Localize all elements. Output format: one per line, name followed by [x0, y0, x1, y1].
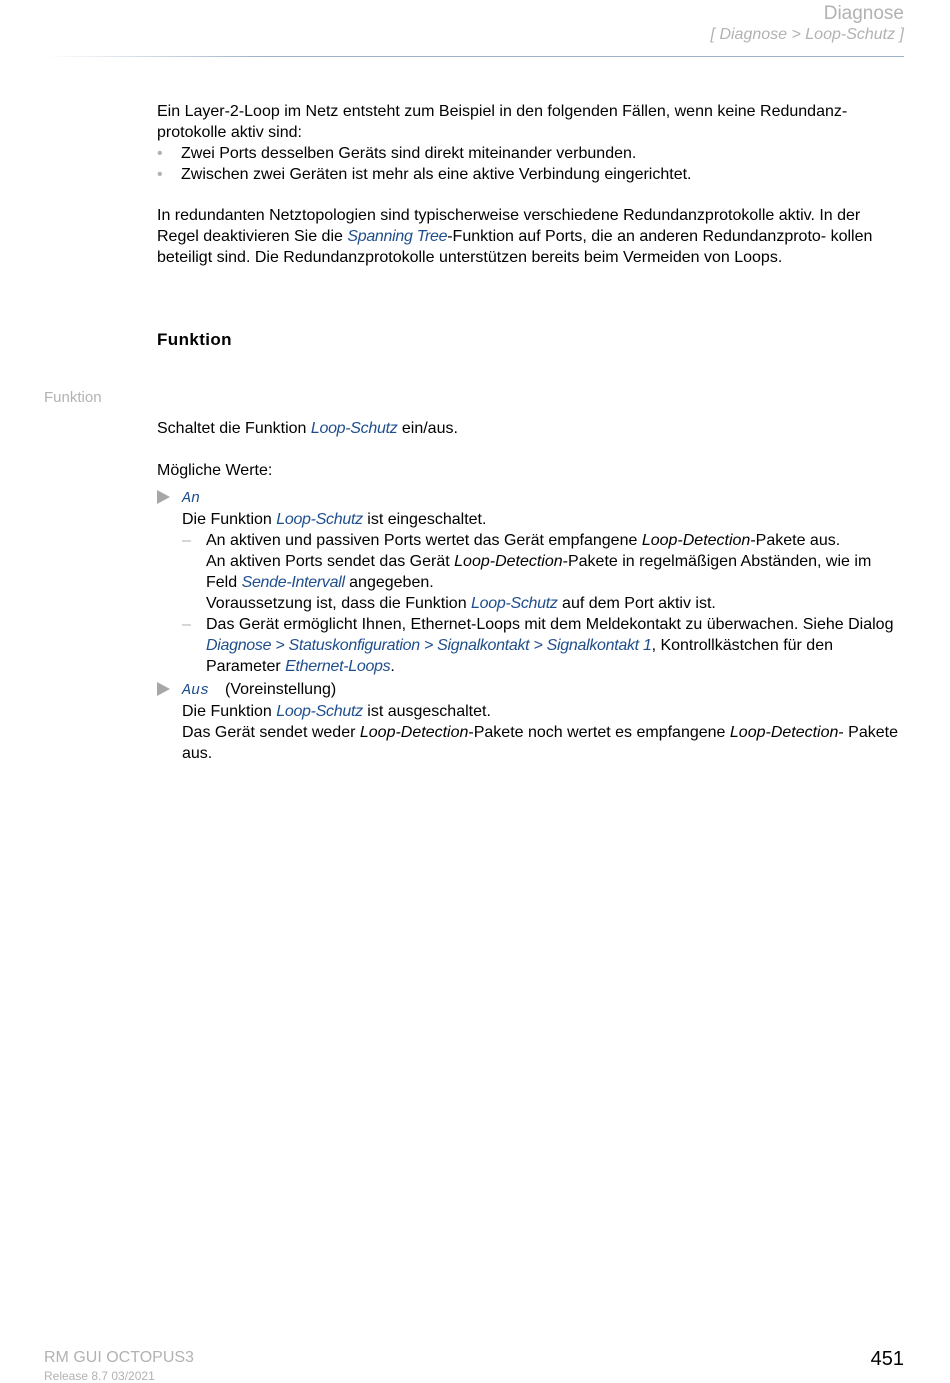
text-span: ein/aus.: [397, 420, 458, 437]
page-number: 451: [870, 1348, 904, 1370]
text-span: An aktiven Ports sendet das Gerät: [206, 553, 455, 570]
redundancy-paragraph: [157, 205, 905, 268]
value-name: Aus: [182, 682, 210, 699]
loop-schutz-link[interactable]: Loop-Schutz: [276, 703, 363, 720]
text-span: Loop-Detection: [641, 532, 751, 549]
header-divider: [46, 56, 904, 57]
text-span: auf dem Port aktiv ist.: [557, 595, 716, 612]
side-label: Funktion: [44, 389, 102, 406]
text-span: Das Gerät sendet weder: [182, 724, 360, 741]
footer-product: RM GUI OCTOPUS3: [44, 1349, 194, 1366]
text-span: - Pakete aus.: [182, 724, 898, 762]
section-heading: Funktion: [157, 330, 232, 349]
option-aus-block: [157, 679, 905, 764]
page-header-title: Diagnose: [823, 3, 904, 24]
list-item: • Zwischen zwei Geräten ist mehr als eine aktive Verbindung eingerichtet.: [157, 164, 905, 185]
option-aus-line2: [182, 722, 905, 764]
option-aus: [157, 679, 905, 764]
footer-release: Release 8.7 03/2021: [44, 1369, 155, 1383]
option-aus-description: [182, 701, 905, 722]
text-span: An aktiven und passiven Ports wertet das Gerät empfangene: [206, 532, 642, 549]
possible-values-label: Mögliche Werte:: [157, 462, 273, 479]
text-span: Loop-Detection: [359, 724, 469, 741]
text-span: In redundanten Netztopologien sind typischerweise verschiedene Redundanzprotokolle aktiv. In der Regel deaktivieren Sie die: [157, 207, 861, 245]
text-span: Voraussetzung ist, dass die Funktion: [206, 595, 472, 612]
triangle-bullet-icon: [157, 682, 170, 696]
option-an-details: [182, 530, 905, 677]
loop-schutz-link[interactable]: Loop-Schutz: [310, 420, 398, 437]
text-span: -Pakete in regelmäßigen Abständen, wie im Feld: [206, 553, 872, 591]
text-span: -Pakete aus.: [750, 532, 841, 549]
text-span: ist eingeschaltet.: [362, 511, 487, 528]
breadcrumb: [ Diagnose > Loop-Schutz ]: [710, 26, 904, 43]
text-span: Das Gerät ermöglicht Ihnen, Ethernet-Loops mit dem Meldekontakt zu überwachen. Siehe Dialog: [206, 616, 894, 633]
ethernet-loops-link[interactable]: Ethernet-Loops: [285, 658, 391, 675]
loop-schutz-link[interactable]: Loop-Schutz: [276, 511, 363, 528]
option-an-block: [157, 487, 905, 677]
default-note: (Voreinstellung): [225, 681, 337, 698]
signalkontakt-dialog-link[interactable]: Diagnose > Statuskonfiguration > Signalkontakt > Signalkontakt 1: [206, 637, 652, 654]
text-span: Schaltet die Funktion: [157, 420, 311, 437]
text-span: Loop-Detection: [454, 553, 563, 570]
sende-intervall-link[interactable]: Sende-Intervall: [241, 574, 345, 591]
list-item: [182, 614, 905, 677]
option-aus-value: [182, 679, 905, 701]
option-an-value: [182, 487, 905, 509]
triangle-bullet-icon: [157, 490, 170, 504]
loop-schutz-link[interactable]: Loop-Schutz: [471, 595, 558, 612]
list-item: • Zwei Ports desselben Geräts sind direkt miteinander verbunden.: [157, 143, 905, 164]
list-item: [182, 530, 905, 614]
text-span: ist ausgeschaltet.: [362, 703, 491, 720]
text-span: .: [390, 658, 395, 675]
function-description: [157, 418, 905, 439]
spanning-tree-link[interactable]: Spanning Tree: [347, 228, 448, 245]
intro-block: [157, 101, 905, 185]
intro-bullet-list: [157, 143, 905, 185]
function-text: [157, 418, 905, 439]
text-span: , Kontrollkästchen für den Parameter: [206, 637, 833, 675]
option-an-description: [182, 509, 905, 530]
text-span: -Pakete noch wertet es empfangene: [468, 724, 730, 741]
redundancy-text: [157, 205, 905, 268]
intro-text: Ein Layer-2-Loop im Netz entsteht zum Beispiel in den folgenden Fällen, wenn keine Redundanz- protokolle aktiv sind:: [157, 103, 848, 141]
value-name: An: [182, 490, 201, 507]
text-span: Die Funktion: [182, 511, 277, 528]
option-an: [157, 487, 905, 677]
text-span: Die Funktion: [182, 703, 277, 720]
text-span: Loop-Detection: [729, 724, 839, 741]
text-span: angegeben.: [344, 574, 434, 591]
text-span: -Funktion auf Ports, die an anderen Redundanzproto- kollen beteiligt sind. Die Redundanzprotokolle unterstützen bereits beim Vermeiden von Loops.: [157, 228, 873, 266]
